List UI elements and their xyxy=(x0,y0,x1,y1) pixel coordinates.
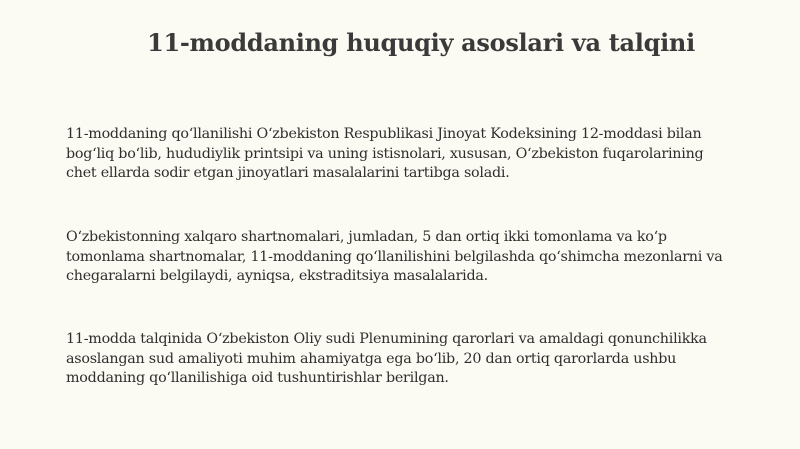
paragraph-court-interpretation xyxy=(66,330,766,389)
paragraph-line: Oʻzbekistonning xalqaro shartnomalari, jumladan, 5 dan ortiq ikki tomonlama va koʻp xyxy=(66,229,667,245)
paragraph-line: 11-moddaning qoʻllanilishi Oʻzbekiston Respublikasi Jinoyat Kodeksining 12-moddasi bilan xyxy=(66,126,702,142)
slide-title: 11-moddaning huquqiy asoslari va talqini xyxy=(147,28,695,57)
paragraph-international-treaties xyxy=(66,228,766,287)
paragraph-line: bogʻliq boʻlib, hududiylik printsipi va uning istisnolari, xususan, Oʻzbekiston fuqarolarining xyxy=(66,145,704,162)
paragraph-territoriality xyxy=(66,125,766,184)
paragraph-line: tomonlama shartnomalar, 11-moddaning qoʻllanilishini belgilashda qoʻshimcha mezonlarni va xyxy=(66,248,723,265)
paragraph-line: chet ellarda sodir etgan jinoyatlari masalalarini tartibga soladi. xyxy=(66,165,510,181)
paragraph-line: moddaning qoʻllanilishiga oid tushuntirishlar berilgan. xyxy=(66,370,449,386)
paragraph-line: asoslangan sud amaliyoti muhim ahamiyatga ega boʻlib, 20 dan ortiq qarorlarda ushbu xyxy=(66,350,677,367)
paragraph-line: 11-modda talqinida Oʻzbekiston Oliy sudi Plenumining qarorlari va amaldagi qonunchilikka xyxy=(66,331,707,347)
paragraph-line: chegaralarni belgilaydi, ayniqsa, ekstraditsiya masalalarida. xyxy=(66,268,488,284)
